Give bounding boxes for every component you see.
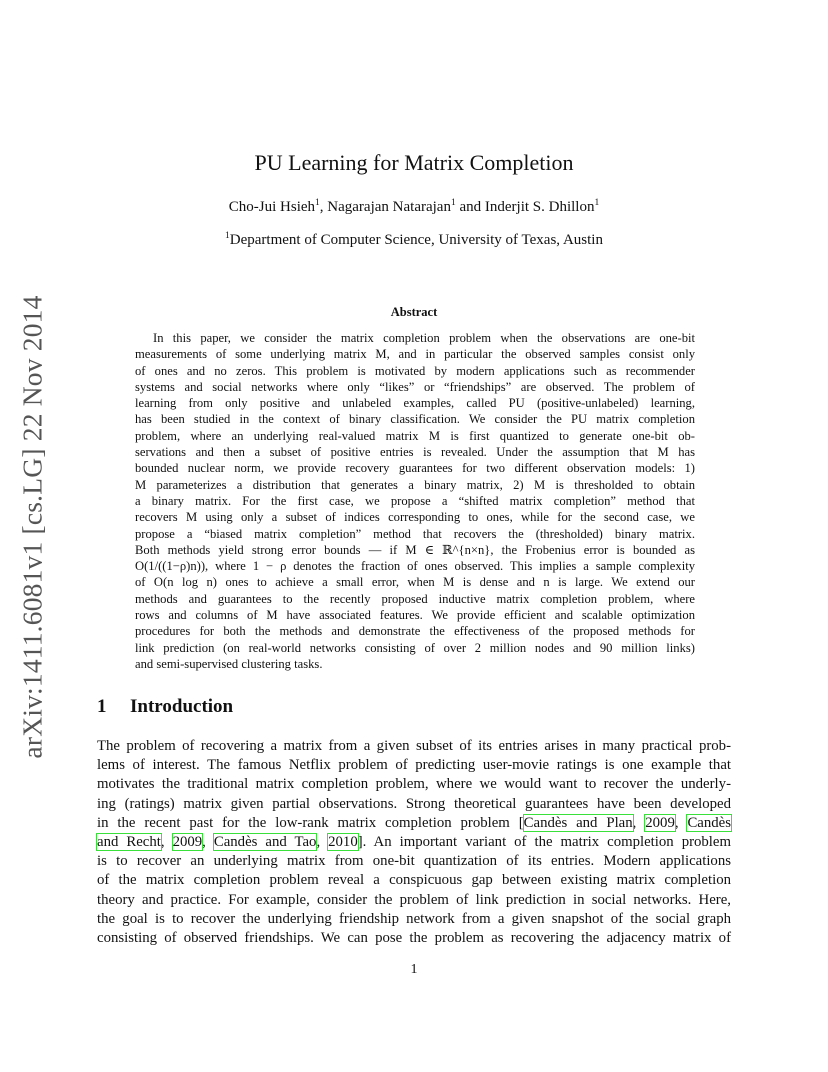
- abstract-line: Both methods yield strong error bounds — if M ∈ ℝ^{n×n}, the Frobenius error is bounded as: [135, 542, 695, 557]
- intro-line: motivates the traditional matrix completion problem, where we would want to recover the underly-: [97, 776, 731, 793]
- affiliation-text: Department of Computer Science, University of Texas, Austin: [229, 232, 603, 248]
- citation-link-candes-recht[interactable]: Candès: [687, 814, 731, 831]
- citation-link-candes-recht-cont[interactable]: and Recht: [97, 833, 161, 850]
- section-number: 1: [97, 696, 107, 717]
- intro-line: The problem of recovering a matrix from a given subset of its entries arises in many practical prob-: [97, 738, 731, 754]
- abstract-line: propose a “biased matrix completion” method that recovers the (thresholded) binary matrix.: [135, 526, 695, 541]
- arxiv-id-text: arXiv:1411.6081v1 [cs.LG] 22 Nov 2014: [17, 295, 48, 759]
- citation-link-candes-plan[interactable]: Candès and Plan: [523, 814, 633, 831]
- abstract-line: servations and then a subset of positive entries is revealed. Under the assumption that M has: [135, 445, 695, 460]
- intro-text: ,: [160, 833, 173, 850]
- abstract-line: M parameterizes a distribution that generates a binary matrix, 2) M is thresholded to obtain: [135, 477, 695, 492]
- abstract-line: bounded nuclear norm, we provide recovery guarantees for two different observation models: 1): [135, 461, 695, 476]
- affiliation: [0, 232, 828, 249]
- author-name: Inderjit S. Dhillon: [484, 199, 595, 215]
- intro-line: ing (ratings) matrix given partial observations. Strong theoretical guarantees have been developed: [97, 795, 731, 812]
- citation-year-link[interactable]: 2009: [172, 833, 203, 850]
- abstract-line: has been studied in the context of binary classification. We consider the PU matrix completion: [135, 412, 695, 427]
- author-list: [0, 199, 828, 216]
- abstract-line: recovers M using only a subset of indices corresponding to ones, while for the second case, we: [135, 510, 695, 525]
- affiliation-mark: 1: [225, 231, 230, 241]
- intro-line-with-citations: [97, 833, 731, 852]
- abstract-line: of O(n log n) ones to achieve a small error, when M is dense and n is large. We extend our: [135, 575, 695, 590]
- abstract-line: and semi-supervised clustering tasks.: [135, 656, 323, 671]
- introduction-body: [97, 737, 731, 948]
- author-name: Cho-Jui Hsieh: [228, 199, 316, 215]
- arxiv-side-identifier: [2, 292, 64, 762]
- intro-text: in the recent past for the low-rank matrix completion problem [: [97, 814, 524, 831]
- author-separator: and: [455, 199, 485, 215]
- intro-text: ]. An important variant of the matrix completion problem: [357, 833, 731, 850]
- citation-link-candes-tao[interactable]: Candès and Tao: [213, 833, 317, 850]
- abstract-line: rows and columns of M have associated features. We provide efficient and scalable optimization: [135, 608, 695, 623]
- author-name: Nagarajan Natarajan: [327, 199, 451, 215]
- abstract-line: a binary matrix. For the first case, we propose a “shifted matrix completion” method that: [135, 493, 695, 508]
- intro-line-with-citations: [97, 814, 731, 833]
- abstract-line: learning from only positive and unlabeled examples, called PU (positive-unlabeled) learning,: [135, 396, 695, 411]
- abstract-line: link prediction (on real-world networks consisting of over 2 million nodes and 90 million links): [135, 640, 695, 655]
- intro-line: consisting of observed friendships. We can pose the problem as recovering the adjacency matrix of: [97, 929, 731, 946]
- page-number: 1: [410, 962, 418, 977]
- abstract-body: [135, 330, 695, 672]
- abstract-line: problem, where an underlying real-valued matrix M is first quantized to generate one-bit ob-: [135, 428, 695, 443]
- intro-text: ,: [202, 833, 214, 850]
- intro-line: is to recover an underlying matrix from one-bit quantization of its entries. Modern applications: [97, 853, 731, 870]
- intro-line: the goal is to recover the underlying friendship network from a given snapshot of the social graph: [97, 910, 731, 927]
- citation-year-link[interactable]: 2010: [328, 833, 358, 850]
- abstract-heading: Abstract: [390, 305, 438, 319]
- intro-text: ,: [674, 814, 688, 831]
- intro-line: lems of interest. The famous Netflix problem of predicting user-movie ratings is one example that: [97, 757, 731, 774]
- abstract-line: methods and guarantees to the recently proposed inductive matrix completion problem, where: [135, 591, 695, 606]
- abstract-line: measurements of some underlying matrix M, and in particular the observed samples consist only: [135, 347, 695, 362]
- abstract-line: procedures for both the methods and demonstrate the effectiveness of the proposed methods for: [135, 624, 695, 639]
- intro-line: of the matrix completion problem reveal a conspicuous gap between existing matrix completion: [97, 872, 731, 889]
- section-title: Introduction: [130, 696, 234, 717]
- intro-line: theory and practice. For example, consider the problem of link prediction in social networks. Here,: [97, 891, 731, 908]
- abstract-line: of ones and no zeros. This problem is motivated by modern applications such as recommender: [135, 363, 695, 378]
- paper-title: PU Learning for Matrix Completion: [254, 150, 574, 175]
- citation-year-link[interactable]: 2009: [645, 814, 675, 831]
- intro-text: ,: [632, 814, 646, 831]
- abstract-line: In this paper, we consider the matrix completion problem when the observations are one-bit: [153, 331, 695, 345]
- author-affil-mark: 1: [594, 198, 600, 208]
- author-separator: ,: [319, 199, 328, 215]
- abstract-line: O(1/((1−ρ)n)), where 1 − ρ denotes the fraction of ones observed. This implies a sample complexity: [135, 559, 695, 574]
- intro-text: ,: [316, 833, 329, 850]
- abstract-line: systems and social networks where only “likes” or “friendships” are observed. The problem of: [135, 379, 695, 394]
- author-affil-mark: 1: [450, 198, 456, 208]
- section-heading: [97, 696, 233, 718]
- author-affil-mark: 1: [315, 198, 320, 208]
